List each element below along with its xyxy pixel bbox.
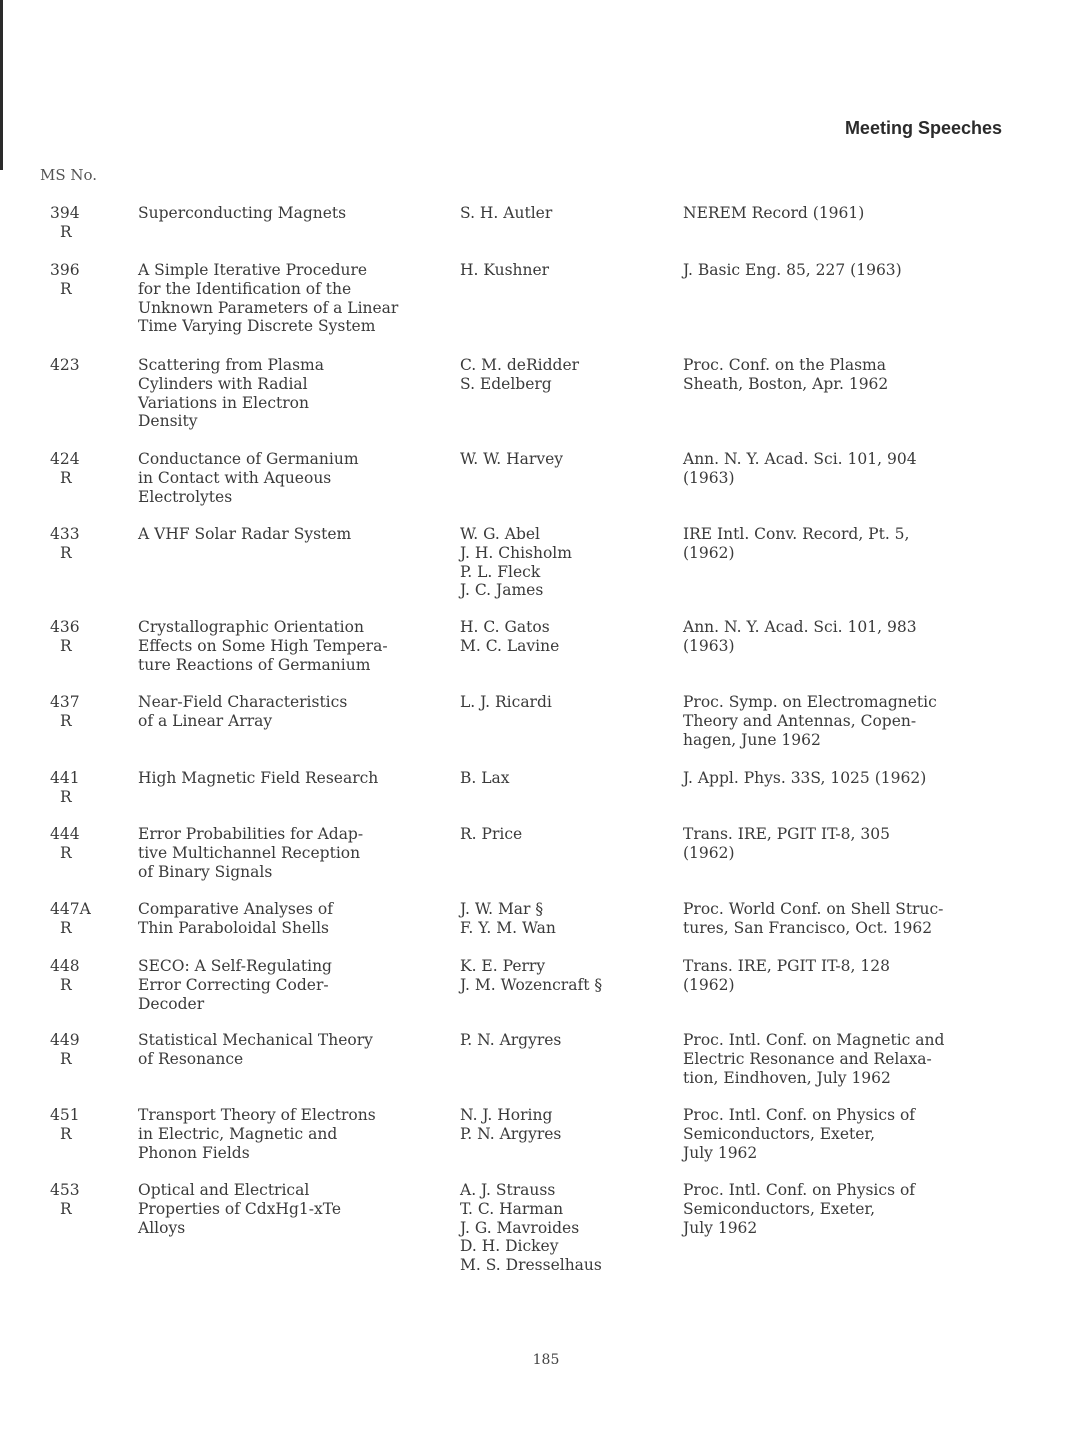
- speech-authors: N. J. Horing P. N. Argyres: [460, 1106, 562, 1143]
- speech-title: A Simple Iterative Procedure for the Identification of the Unknown Parameters of a Linear Time Varying Discrete System: [138, 261, 399, 336]
- speech-title: Superconducting Magnets: [138, 204, 347, 222]
- ms-number: 433 R: [50, 525, 80, 562]
- speech-authors: R. Price: [460, 825, 523, 843]
- speech-authors: H. C. Gatos M. C. Lavine: [460, 618, 560, 655]
- speech-authors: S. H. Autler: [460, 204, 553, 222]
- page-number: 185: [532, 1352, 560, 1368]
- speech-reference: IRE Intl. Conv. Record, Pt. 5, (1962): [683, 525, 910, 562]
- speech-authors: K. E. Perry J. M. Wozencraft §: [460, 957, 603, 994]
- speech-authors: W. W. Harvey: [460, 450, 564, 468]
- speech-reference: Trans. IRE, PGIT IT-8, 128 (1962): [683, 957, 890, 994]
- speech-reference: Proc. World Conf. on Shell Struc- tures, San Francisco, Oct. 1962: [683, 900, 944, 937]
- speech-reference: Trans. IRE, PGIT IT-8, 305 (1962): [683, 825, 890, 862]
- speech-authors: W. G. Abel J. H. Chisholm P. L. Fleck J. C. James: [460, 525, 572, 600]
- ms-number: 436 R: [50, 618, 80, 655]
- ms-number: 449 R: [50, 1031, 80, 1068]
- speech-authors: H. Kushner: [460, 261, 550, 279]
- ms-number: 441 R: [50, 769, 80, 806]
- ms-number: 396 R: [50, 261, 80, 298]
- speech-authors: B. Lax: [460, 769, 510, 787]
- ms-number: 448 R: [50, 957, 80, 994]
- ms-number: 424 R: [50, 450, 80, 487]
- speech-title: Scattering from Plasma Cylinders with Radial Variations in Electron Density: [138, 356, 324, 431]
- ms-number: 394 R: [50, 204, 80, 241]
- speech-authors: P. N. Argyres: [460, 1031, 562, 1049]
- speech-title: Near-Field Characteristics of a Linear Array: [138, 693, 348, 730]
- speech-reference: Proc. Intl. Conf. on Magnetic and Electric Resonance and Relaxa- tion, Eindhoven, July 1962: [683, 1031, 945, 1087]
- speech-title: SECO: A Self-Regulating Error Correcting Coder- Decoder: [138, 957, 332, 1013]
- speech-reference: Proc. Intl. Conf. on Physics of Semiconductors, Exeter, July 1962: [683, 1181, 916, 1237]
- ms-number: 453 R: [50, 1181, 80, 1218]
- speech-title: Crystallographic Orientation Effects on Some High Tempera- ture Reactions of Germanium: [138, 618, 388, 674]
- speech-authors: C. M. deRidder S. Edelberg: [460, 356, 580, 393]
- speech-reference: NEREM Record (1961): [683, 204, 865, 222]
- speech-reference: J. Basic Eng. 85, 227 (1963): [683, 261, 902, 279]
- speech-title: A VHF Solar Radar System: [138, 525, 352, 543]
- page-edge-shadow: [0, 0, 3, 170]
- speech-title: Comparative Analyses of Thin Paraboloidal Shells: [138, 900, 333, 937]
- speech-authors: J. W. Mar § F. Y. M. Wan: [460, 900, 556, 937]
- speech-reference: J. Appl. Phys. 33S, 1025 (1962): [683, 769, 927, 787]
- speech-title: Error Probabilities for Adap- tive Multichannel Reception of Binary Signals: [138, 825, 364, 881]
- column-label-ms-no: MS No.: [40, 166, 98, 184]
- speech-reference: Ann. N. Y. Acad. Sci. 101, 983 (1963): [683, 618, 917, 655]
- ms-number: 447A R: [50, 900, 91, 937]
- section-title: Meeting Speeches: [844, 118, 1002, 138]
- ms-number: 451 R: [50, 1106, 80, 1143]
- speech-title: High Magnetic Field Research: [138, 769, 379, 787]
- speech-authors: A. J. Strauss T. C. Harman J. G. Mavroides D. H. Dickey M. S. Dresselhaus: [460, 1181, 602, 1275]
- speech-reference: Proc. Intl. Conf. on Physics of Semiconductors, Exeter, July 1962: [683, 1106, 916, 1162]
- ms-number: 444 R: [50, 825, 80, 862]
- speech-title: Statistical Mechanical Theory of Resonance: [138, 1031, 373, 1068]
- ms-number: 423: [50, 356, 80, 374]
- speech-title: Optical and Electrical Properties of CdxHg1-xTe Alloys: [138, 1181, 342, 1237]
- speech-reference: Ann. N. Y. Acad. Sci. 101, 904 (1963): [683, 450, 917, 487]
- speech-reference: Proc. Symp. on Electromagnetic Theory and Antennas, Copen- hagen, June 1962: [683, 693, 937, 749]
- speech-title: Conductance of Germanium in Contact with Aqueous Electrolytes: [138, 450, 359, 506]
- speech-authors: L. J. Ricardi: [460, 693, 552, 711]
- speech-title: Transport Theory of Electrons in Electric, Magnetic and Phonon Fields: [138, 1106, 376, 1162]
- ms-number: 437 R: [50, 693, 80, 730]
- speech-reference: Proc. Conf. on the Plasma Sheath, Boston, Apr. 1962: [683, 356, 889, 393]
